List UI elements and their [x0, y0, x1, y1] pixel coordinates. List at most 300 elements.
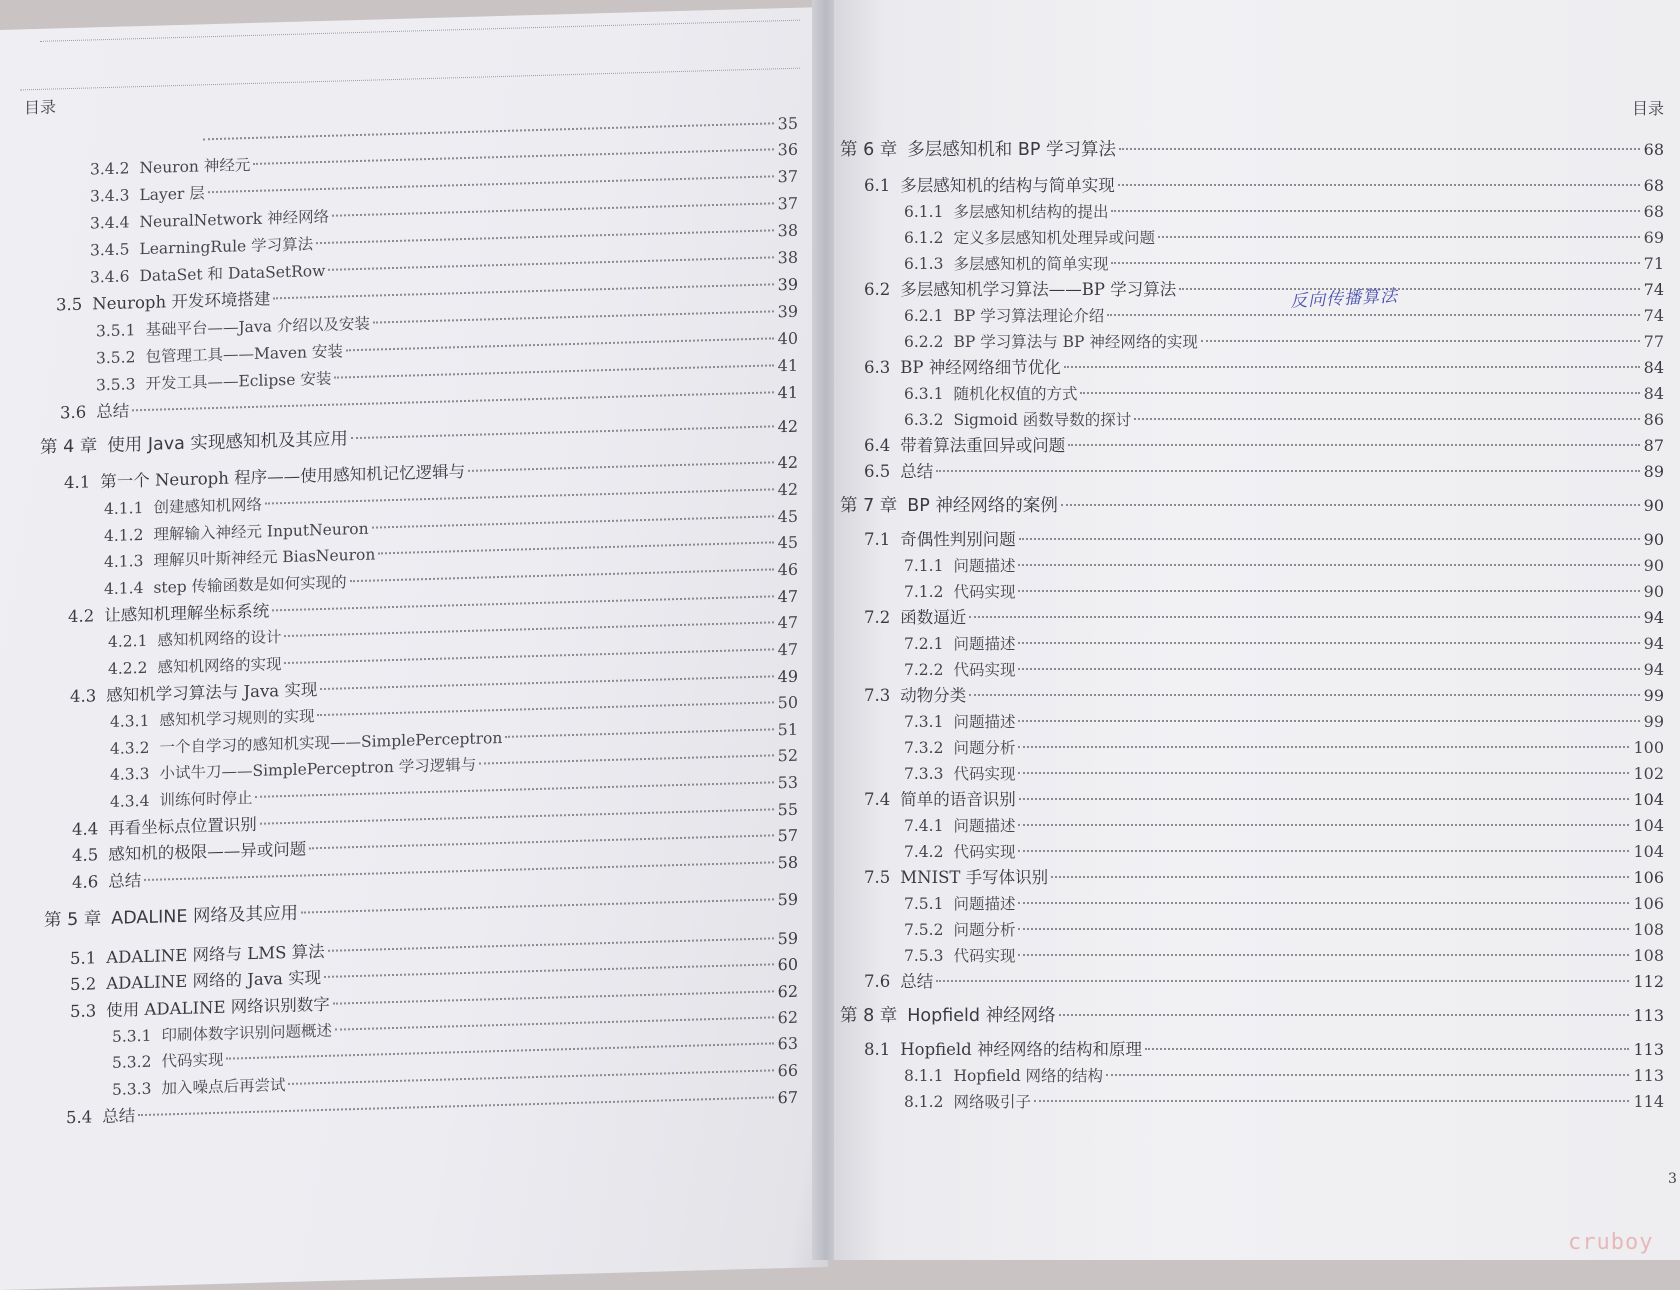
right-page — [834, 0, 1680, 1260]
toc-title: ADALINE 网络的 Java 实现 — [106, 968, 322, 994]
toc-entry-6.1.3 — [904, 254, 1664, 274]
toc-title: Sigmoid 函数导数的探讨 — [953, 411, 1132, 429]
toc-title: 理解输入神经元 InputNeuron — [153, 519, 369, 544]
dot-leader — [208, 175, 774, 193]
dot-leader — [1111, 210, 1639, 212]
toc-number: 3.5.1 — [96, 321, 136, 341]
page-edge-number: 3 — [1668, 1171, 1677, 1187]
toc-title: DataSet 和 DataSetRow — [139, 261, 326, 286]
toc-page-number: 68 — [1643, 176, 1664, 195]
toc-page-number: 90 — [1643, 530, 1664, 549]
toc-page-number: 39 — [777, 301, 798, 322]
toc-entry-第6章 — [840, 140, 1664, 160]
toc-page-number: 71 — [1643, 254, 1664, 273]
toc-entry-6.3.1 — [904, 384, 1664, 404]
toc-title: 使用 ADALINE 网络识别数字 — [106, 994, 330, 1021]
toc-number: 7.1.2 — [904, 583, 944, 601]
toc-page-number: 40 — [777, 328, 798, 349]
toc-entry-7.5.2 — [904, 920, 1664, 940]
toc-number: 7.3.2 — [904, 739, 944, 757]
dot-leader — [1145, 1048, 1629, 1050]
dot-leader — [334, 364, 773, 378]
toc-page-number: 102 — [1633, 764, 1664, 783]
dot-leader — [468, 461, 774, 472]
toc-page-number: 69 — [1643, 228, 1664, 247]
toc-page-number: 108 — [1633, 946, 1664, 965]
toc-title: 创建感知机网络 — [153, 495, 262, 517]
toc-entry-8.1.2 — [904, 1092, 1664, 1112]
toc-title: 印刷体数字识别问题概述 — [161, 1021, 332, 1045]
toc-number: 4.1.4 — [104, 578, 144, 599]
toc-title: 感知机学习算法与 Java 实现 — [106, 680, 318, 706]
toc-page-number: 39 — [777, 274, 798, 295]
toc-number: 7.4.1 — [904, 817, 944, 835]
dot-leader — [1018, 590, 1639, 592]
toc-number: 4.1.3 — [104, 551, 144, 572]
toc-entry-7.1.2 — [904, 582, 1664, 602]
toc-page-number: 58 — [777, 852, 798, 873]
toc-entry-7.3.3 — [904, 764, 1664, 784]
toc-page-number: 104 — [1633, 842, 1664, 861]
toc-entry-6.1 — [864, 176, 1664, 196]
toc-title: 总结 — [108, 871, 142, 891]
toc-title: 代码实现 — [161, 1050, 224, 1071]
toc-title: 感知机网络的设计 — [157, 628, 282, 650]
dot-leader — [1018, 720, 1639, 722]
toc-page-number: 37 — [777, 166, 798, 187]
dot-leader — [1119, 148, 1640, 150]
toc-entry-6.2.2 — [904, 332, 1664, 352]
toc-title: 随机化权值的方式 — [953, 385, 1078, 403]
toc-number: 6.1.2 — [904, 229, 944, 247]
toc-title: 代码实现 — [953, 583, 1016, 601]
toc-page-number: 87 — [1643, 436, 1664, 455]
toc-page-number: 108 — [1633, 920, 1664, 939]
toc-page-number: 100 — [1633, 738, 1664, 757]
dot-leader — [316, 229, 774, 244]
toc-title: 使用 Java 实现感知机及其应用 — [107, 429, 348, 457]
toc-page-number: 38 — [777, 247, 798, 268]
dot-leader — [288, 1069, 773, 1085]
toc-number: 3.5.2 — [96, 348, 136, 368]
toc-title: 加入噪点后再尝试 — [161, 1076, 286, 1098]
dot-leader — [320, 675, 773, 690]
toc-number: 7.4 — [864, 790, 891, 809]
toc-number: 6.1.3 — [904, 255, 944, 273]
toc-entry-第8章 — [840, 1006, 1664, 1026]
toc-title: 多层感知机结构的提出 — [953, 203, 1109, 221]
toc-title: 一个自学习的感知机实现——SimplePerceptron — [159, 728, 503, 757]
left-page — [0, 7, 828, 1290]
dot-leader — [1018, 824, 1629, 826]
toc-page-number: 55 — [777, 799, 798, 820]
toc-entry-7.1.1 — [904, 556, 1664, 576]
toc-entry-7.5 — [864, 868, 1664, 888]
toc-number: 5.3.2 — [112, 1052, 152, 1072]
toc-title: 总结 — [900, 462, 934, 481]
toc-entry-6.1.2 — [904, 228, 1664, 248]
toc-page-number: 46 — [777, 559, 798, 580]
toc-page-number: 51 — [777, 719, 798, 740]
toc-entry-6.2 — [864, 280, 1664, 300]
toc-page-number: 42 — [777, 416, 798, 437]
toc-number: 3.5.3 — [96, 375, 136, 395]
toc-entry-7.4 — [864, 790, 1664, 810]
toc-title: 总结 — [96, 401, 130, 422]
toc-page-number: 84 — [1643, 384, 1664, 403]
dot-leader — [317, 701, 773, 716]
toc-page-number: 37 — [777, 193, 798, 214]
toc-entry-6.3.2 — [904, 410, 1664, 430]
toc-title: 多层感知机学习算法——BP 学习算法 — [900, 280, 1177, 299]
toc-title: Hopfield 神经网络的结构和原理 — [900, 1040, 1142, 1059]
toc-number: 3.4.5 — [90, 240, 130, 260]
toc-number: 4.2.2 — [108, 658, 148, 678]
dot-leader — [969, 616, 1639, 618]
dot-leader — [372, 515, 774, 528]
toc-page-number: 60 — [777, 954, 798, 975]
header-rule-top — [40, 20, 800, 42]
toc-page-number: 84 — [1643, 358, 1664, 377]
toc-page-number: 47 — [777, 639, 798, 660]
toc-number: 5.1 — [70, 948, 97, 969]
toc-title: 总结 — [102, 1106, 136, 1127]
toc-number: 6.1 — [864, 176, 891, 195]
toc-entry-7.3 — [864, 686, 1664, 706]
toc-number: 5.3 — [70, 1001, 97, 1022]
toc-title: 带着算法重回异或问题 — [900, 436, 1066, 455]
dot-leader — [1019, 798, 1630, 800]
toc-page-number: 66 — [777, 1060, 798, 1081]
toc-number: 3.5 — [56, 294, 83, 315]
toc-number: 4.6 — [72, 872, 99, 892]
toc-title: BP 学习算法与 BP 神经网络的实现 — [953, 333, 1198, 351]
toc-page-number: 94 — [1643, 634, 1664, 653]
dot-leader — [203, 122, 774, 140]
toc-title: 代码实现 — [953, 765, 1016, 783]
dot-leader — [969, 694, 1639, 696]
toc-number: 3.4.2 — [90, 159, 130, 179]
toc-page-number: 104 — [1633, 790, 1664, 809]
toc-page-number: 45 — [777, 506, 798, 527]
toc-title: 代码实现 — [953, 947, 1016, 965]
toc-number: 8.1.1 — [904, 1067, 944, 1085]
toc-page-number: 67 — [777, 1087, 798, 1108]
toc-title: step 传输函数是如何实现的 — [153, 573, 347, 597]
toc-entry-7.2.2 — [904, 660, 1664, 680]
toc-title: Neuroph 开发环境搭建 — [92, 289, 271, 314]
toc-number: 6.3.2 — [904, 411, 944, 429]
toc-number: 第 8 章 — [840, 1006, 898, 1026]
toc-title: 总结 — [900, 972, 934, 991]
toc-number: 4.1.1 — [104, 498, 144, 519]
toc-entry-7.5.3 — [904, 946, 1664, 966]
dot-leader — [1034, 1100, 1629, 1102]
dot-leader — [1018, 564, 1639, 566]
dot-leader — [505, 728, 773, 737]
toc-page-number: 113 — [1633, 1006, 1664, 1025]
dot-leader — [1018, 850, 1629, 852]
toc-number: 第 7 章 — [840, 496, 898, 516]
toc-number: 5.4 — [66, 1107, 93, 1128]
dot-leader — [273, 283, 773, 299]
toc-number: 7.3.1 — [904, 713, 944, 731]
toc-title: 简单的语音识别 — [900, 790, 1016, 809]
toc-page-number: 114 — [1633, 1092, 1664, 1111]
toc-title: BP 神经网络细节优化 — [900, 358, 1061, 377]
dot-leader — [255, 781, 773, 797]
toc-number: 4.3.2 — [110, 738, 150, 758]
toc-title: ADALINE 网络与 LMS 算法 — [106, 941, 325, 968]
toc-page-number: 74 — [1643, 306, 1664, 325]
toc-title: 问题描述 — [953, 895, 1016, 913]
dot-leader — [1201, 340, 1640, 342]
dot-leader — [1018, 668, 1639, 670]
toc-page-number: 42 — [777, 452, 798, 473]
dot-leader — [324, 963, 774, 978]
running-header-left: 目录 — [24, 97, 57, 118]
toc-title: 再看坐标点位置识别 — [108, 814, 257, 838]
toc-number: 6.2.2 — [904, 333, 944, 351]
dot-leader — [335, 1016, 774, 1030]
toc-title: 第一个 Neuroph 程序——使用感知机记忆逻辑与 — [100, 462, 466, 492]
toc-number: 4.3.3 — [110, 764, 150, 784]
dot-leader — [265, 488, 774, 504]
toc-page-number: 86 — [1643, 410, 1664, 429]
toc-title: 动物分类 — [900, 686, 967, 705]
toc-page-number: 52 — [777, 745, 798, 766]
toc-title: 让感知机理解坐标系统 — [104, 601, 270, 626]
toc-number: 4.1 — [64, 472, 91, 493]
toc-number: 3.4.6 — [90, 267, 130, 287]
running-header-right: 目录 — [1632, 99, 1665, 118]
toc-entry-8.1 — [864, 1040, 1664, 1060]
dot-leader — [1059, 1014, 1630, 1016]
dot-leader — [1061, 504, 1640, 506]
toc-number: 6.3.1 — [904, 385, 944, 403]
toc-number: 6.2.1 — [904, 307, 944, 325]
dot-leader — [332, 202, 774, 216]
toc-page-number: 94 — [1643, 660, 1664, 679]
toc-page-number: 68 — [1643, 140, 1664, 159]
dot-leader — [1064, 366, 1640, 368]
watermark: cruboy — [1568, 1230, 1654, 1255]
toc-title: 代码实现 — [953, 661, 1016, 679]
toc-title: 问题描述 — [953, 817, 1016, 835]
toc-page-number: 57 — [777, 825, 798, 846]
toc-number: 7.5 — [864, 868, 891, 887]
toc-page-number: 62 — [777, 1007, 798, 1028]
toc-number: 4.3.4 — [110, 791, 150, 811]
toc-title: Layer 层 — [139, 184, 205, 205]
toc-title: BP 学习算法理论介绍 — [953, 307, 1105, 325]
dot-leader — [328, 256, 773, 270]
dot-leader — [373, 310, 774, 323]
dot-leader — [1018, 954, 1629, 956]
toc-number: 第 4 章 — [40, 436, 98, 458]
toc-page-number: 38 — [777, 220, 798, 241]
dot-leader — [351, 425, 774, 439]
handwritten-annotation: 反向传播算法 — [1289, 286, 1399, 312]
toc-page-number: 90 — [1643, 496, 1664, 515]
dot-leader — [1018, 746, 1629, 748]
toc-entry-6.5 — [864, 462, 1664, 482]
toc-title: 问题分析 — [953, 921, 1016, 939]
toc-number: 6.5 — [864, 462, 891, 481]
toc-number: 4.1.2 — [104, 525, 144, 546]
toc-number: 7.1.1 — [904, 557, 944, 575]
dot-leader — [1179, 288, 1639, 290]
toc-number: 4.3 — [70, 686, 97, 707]
dot-leader — [1111, 262, 1639, 264]
toc-number: 7.2 — [864, 608, 891, 627]
toc-page-number: 50 — [777, 692, 798, 713]
dot-leader — [350, 568, 774, 582]
toc-number: 7.6 — [864, 972, 891, 991]
toc-title: 感知机的极限——异或问题 — [108, 839, 307, 864]
dot-leader — [1051, 876, 1629, 878]
toc-page-number: 99 — [1643, 686, 1664, 705]
toc-page-number: 41 — [777, 355, 798, 376]
toc-page-number: 90 — [1643, 582, 1664, 601]
toc-page-number: 35 — [777, 113, 798, 134]
dot-leader — [1018, 772, 1629, 774]
toc-number: 7.2.2 — [904, 661, 944, 679]
dot-leader — [1107, 314, 1639, 316]
dot-leader — [1118, 184, 1640, 186]
dot-leader — [328, 937, 774, 951]
toc-title: 奇偶性判别问题 — [900, 530, 1016, 549]
toc-title: 定义多层感知机处理异或问题 — [953, 229, 1155, 247]
toc-page-number: 89 — [1643, 462, 1664, 481]
toc-number: 6.2 — [864, 280, 891, 299]
toc-entry-第4章 — [40, 417, 798, 458]
toc-number: 7.2.1 — [904, 635, 944, 653]
dot-leader — [936, 980, 1629, 982]
toc-page-number: 42 — [777, 479, 798, 500]
toc-page-number: 36 — [777, 139, 798, 160]
toc-title: BP 神经网络的案例 — [907, 496, 1058, 516]
toc-number: 3.4.3 — [90, 186, 130, 206]
dot-leader — [309, 834, 773, 849]
toc-number: 4.5 — [72, 845, 99, 865]
toc-entry-7.5.1 — [904, 894, 1664, 914]
toc-page-number: 104 — [1633, 816, 1664, 835]
toc-page-number: 45 — [777, 532, 798, 553]
toc-title: 训练何时停止 — [159, 788, 253, 810]
toc-page-number: 59 — [777, 928, 798, 949]
toc-page-number: 112 — [1633, 972, 1664, 991]
toc-page-number: 99 — [1643, 712, 1664, 731]
toc-number: 6.3 — [864, 358, 891, 377]
dot-leader — [144, 861, 773, 881]
toc-number: 3.6 — [60, 402, 87, 423]
dot-leader — [1080, 392, 1639, 394]
toc-page-number: 49 — [777, 666, 798, 687]
toc-entry-7.4.1 — [904, 816, 1664, 836]
toc-title: 问题描述 — [953, 635, 1016, 653]
dot-leader — [284, 648, 773, 664]
toc-page-number: 94 — [1643, 608, 1664, 627]
toc-title: 小试牛刀——SimplePerceptron 学习逻辑与 — [159, 755, 477, 783]
toc-title: 感知机学习规则的实现 — [159, 707, 315, 730]
toc-number: 7.3.3 — [904, 765, 944, 783]
toc-page-number: 106 — [1633, 894, 1664, 913]
toc-page-number: 68 — [1643, 202, 1664, 221]
toc-page-number: 113 — [1633, 1040, 1664, 1059]
toc-page-number: 90 — [1643, 556, 1664, 575]
toc-number: 4.3.1 — [110, 711, 150, 731]
toc-number: 7.5.2 — [904, 921, 944, 939]
toc-number: 4.2.1 — [108, 631, 148, 651]
toc-title: 问题描述 — [953, 713, 1016, 731]
toc-title: ADALINE 网络及其应用 — [111, 903, 298, 929]
toc-number: 3.4.4 — [90, 213, 130, 233]
dot-leader — [226, 1042, 773, 1059]
toc-number: 5.3.1 — [112, 1026, 152, 1046]
toc-entry-6.1.1 — [904, 202, 1664, 222]
toc-title: LearningRule 学习算法 — [139, 235, 314, 259]
toc-number: 4.2 — [68, 606, 95, 627]
toc-title: 函数逼近 — [900, 608, 967, 627]
toc-title: 包管理工具——Maven 安装 — [145, 342, 343, 366]
dot-leader — [272, 595, 773, 611]
toc-title: 开发工具——Eclipse 安装 — [145, 369, 332, 393]
toc-entry-6.2.1 — [904, 306, 1664, 326]
toc-title: 网络吸引子 — [953, 1093, 1031, 1111]
toc-entry-6.3 — [864, 358, 1664, 378]
toc-title: 问题描述 — [953, 557, 1016, 575]
dot-leader — [253, 148, 773, 165]
dot-leader — [1158, 236, 1640, 238]
dot-leader — [936, 470, 1639, 472]
toc-number: 7.5.3 — [904, 947, 944, 965]
toc-entry-7.4.2 — [904, 842, 1664, 862]
toc-number: 5.3.3 — [112, 1079, 152, 1099]
dot-leader — [1019, 538, 1640, 540]
dot-leader — [301, 898, 774, 913]
toc-title: 基础平台——Java 介绍以及安装 — [145, 314, 370, 339]
toc-title: Neuron 神经元 — [139, 156, 251, 178]
toc-title: MNIST 手写体识别 — [900, 868, 1049, 887]
toc-page-number: 47 — [777, 612, 798, 633]
toc-entry-7.2 — [864, 608, 1664, 628]
toc-number: 4.4 — [72, 819, 99, 839]
toc-title: 多层感知机的简单实现 — [953, 255, 1109, 273]
dot-leader — [1134, 418, 1639, 420]
toc-title: 问题分析 — [953, 739, 1016, 757]
toc-title: Hopfield 网络的结构 — [953, 1067, 1104, 1085]
toc-title: 代码实现 — [953, 843, 1016, 861]
dot-leader — [1018, 642, 1639, 644]
dot-leader — [333, 990, 774, 1004]
toc-page-number: 59 — [777, 889, 798, 910]
toc-number: 6.4 — [864, 436, 891, 455]
toc-entry-7.1 — [864, 530, 1664, 550]
toc-title: 多层感知机的结构与简单实现 — [900, 176, 1115, 195]
toc-entry-第7章 — [840, 496, 1664, 516]
dot-leader — [284, 621, 773, 637]
dot-leader — [138, 1096, 773, 1116]
header-rule — [20, 68, 800, 91]
toc-number: 5.2 — [70, 974, 97, 995]
dot-leader — [346, 337, 774, 351]
toc-entry-7.3.1 — [904, 712, 1664, 732]
dot-leader — [378, 541, 773, 554]
toc-page-number: 106 — [1633, 868, 1664, 887]
toc-entry-6.4 — [864, 436, 1664, 456]
toc-number: 7.1 — [864, 530, 891, 549]
